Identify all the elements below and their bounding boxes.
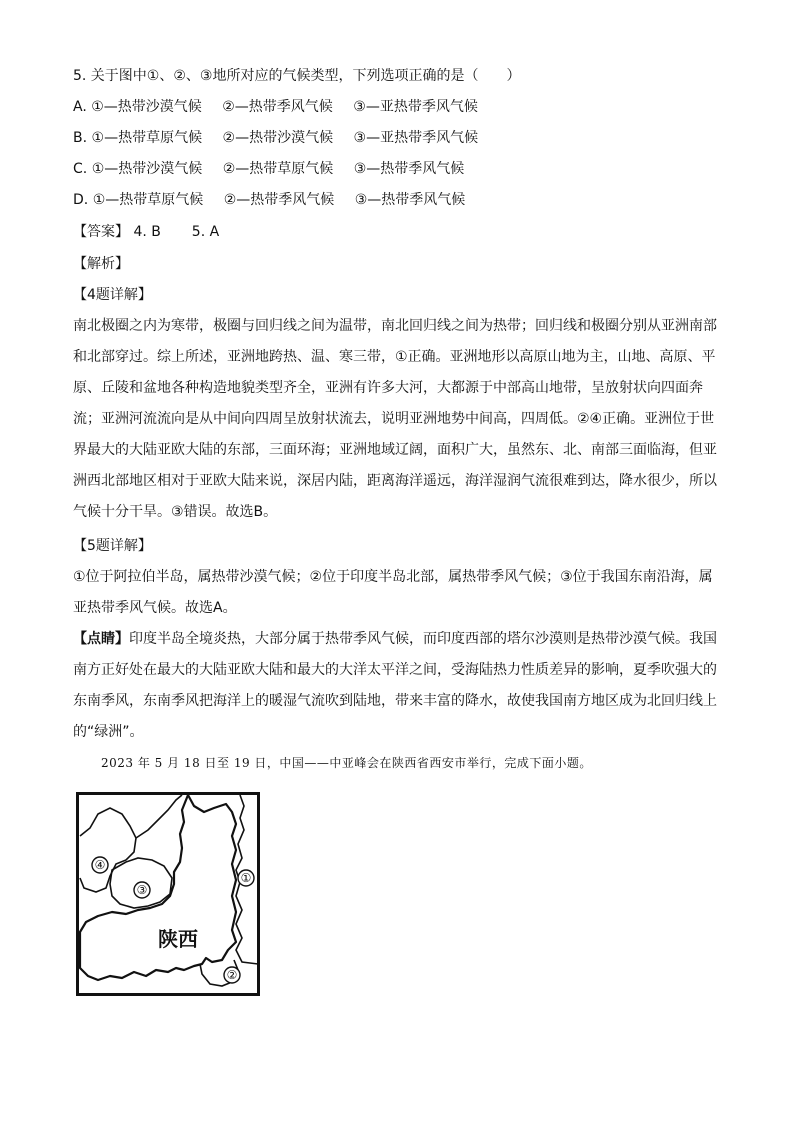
- q4-explanation: 南北极圈之内为寒带，极圈与回归线之间为温带，南北回归线之间为热带；回归线和极圈分别从亚洲南部和北部穿过。综上所述，亚洲地跨热、温、寒三带，①正确。亚洲地形以高原山地为主，山地、高原、平原、丘陵和盆地各种构造地貌类型齐全，亚洲有许多大河，大都源于中部高山地带，呈放射状向四面奔流；亚洲河流流向是从中间向四周呈放射状流去，说明亚洲地势中间高，四周低。②④正确。亚洲位于世界最大的大陆亚欧大陆的东部，三面环海；亚洲地域辽阔，面积广大，虽然东、北、南部三面临海，但亚洲西北部地区相对于亚欧大陆来说，深居内陆，距离海洋遥远，海洋湿润气流很难到达，降水很少，所以气候十分干旱。③错误。故选B。: [73, 318, 717, 520]
- option-d: [73, 190, 465, 210]
- marker-1-label: ①: [240, 871, 252, 885]
- option-d-part3: ③—热带季风气候: [354, 192, 466, 208]
- option-b-part2: ②—热带沙漠气候: [222, 130, 334, 146]
- map-frame: [78, 794, 259, 995]
- answer-line: [73, 222, 219, 242]
- group-intro: 2023 年 5 月 18 日至 19 日，中国——中亚峰会在陕西省西安市举行，完成下面小题。: [101, 756, 592, 770]
- q4-heading: 【4题详解】: [73, 287, 152, 303]
- shaanxi-map: [76, 792, 260, 996]
- option-d-letter: D.: [73, 192, 89, 208]
- option-b: [73, 128, 478, 148]
- option-a-part1: ①—热带沙漠气候: [91, 99, 202, 115]
- answer-5: 5. A: [191, 224, 220, 240]
- province-label: 陕西: [158, 927, 198, 951]
- option-d-part2: ②—热带季风气候: [223, 192, 335, 208]
- analysis-tag: 【解析】: [73, 256, 129, 272]
- marker-3-label: ③: [136, 883, 148, 897]
- option-a: [73, 97, 478, 117]
- q5-explanation: ①位于阿拉伯半岛，属热带沙漠气候；②位于印度半岛北部，属热带季风气候；③位于我国东南沿海，属亚热带季风气候。故选A。: [73, 569, 713, 616]
- option-a-letter: A.: [73, 99, 87, 115]
- option-b-part3: ③—亚热带季风气候: [353, 130, 479, 146]
- key-point: [73, 624, 723, 748]
- option-b-part1: ①—热带草原气候: [91, 130, 203, 146]
- option-c-part2: ②—热带草原气候: [222, 161, 334, 177]
- key-point-tag: 【点睛】: [73, 631, 129, 647]
- question-5-stem: 5. 关于图中①、②、③地所对应的气候类型，下列选项正确的是（ ）: [73, 68, 521, 84]
- option-a-part3: ③—亚热带季风气候: [353, 99, 478, 115]
- marker-4-label: ④: [94, 858, 106, 872]
- answer-tag: 【答案】: [73, 224, 129, 240]
- key-point-text: 印度半岛全境炎热，大部分属于热带季风气候，而印度西部的塔尔沙漠则是热带沙漠气候。我国南方正好处在最大的大陆亚欧大陆和最大的大洋太平洋之间，受海陆热力性质差异的影响，夏季吹强大的东南季风，东南季风把海洋上的暖湿气流吹到陆地，带来丰富的降水，故使我国南方地区成为北回归线上的“绿洲”。: [73, 631, 717, 740]
- option-c-letter: C.: [73, 161, 88, 177]
- option-d-part1: ①—热带草原气候: [92, 192, 204, 208]
- marker-2-label: ②: [226, 968, 238, 982]
- option-c-part1: ①—热带沙漠气候: [91, 161, 203, 177]
- option-b-letter: B.: [73, 130, 88, 146]
- answer-4: 4. B: [133, 224, 161, 240]
- option-c-part3: ③—热带季风气候: [353, 161, 465, 177]
- option-a-part2: ②—热带季风气候: [222, 99, 333, 115]
- option-c: [73, 159, 464, 179]
- q5-heading: 【5题详解】: [73, 538, 152, 554]
